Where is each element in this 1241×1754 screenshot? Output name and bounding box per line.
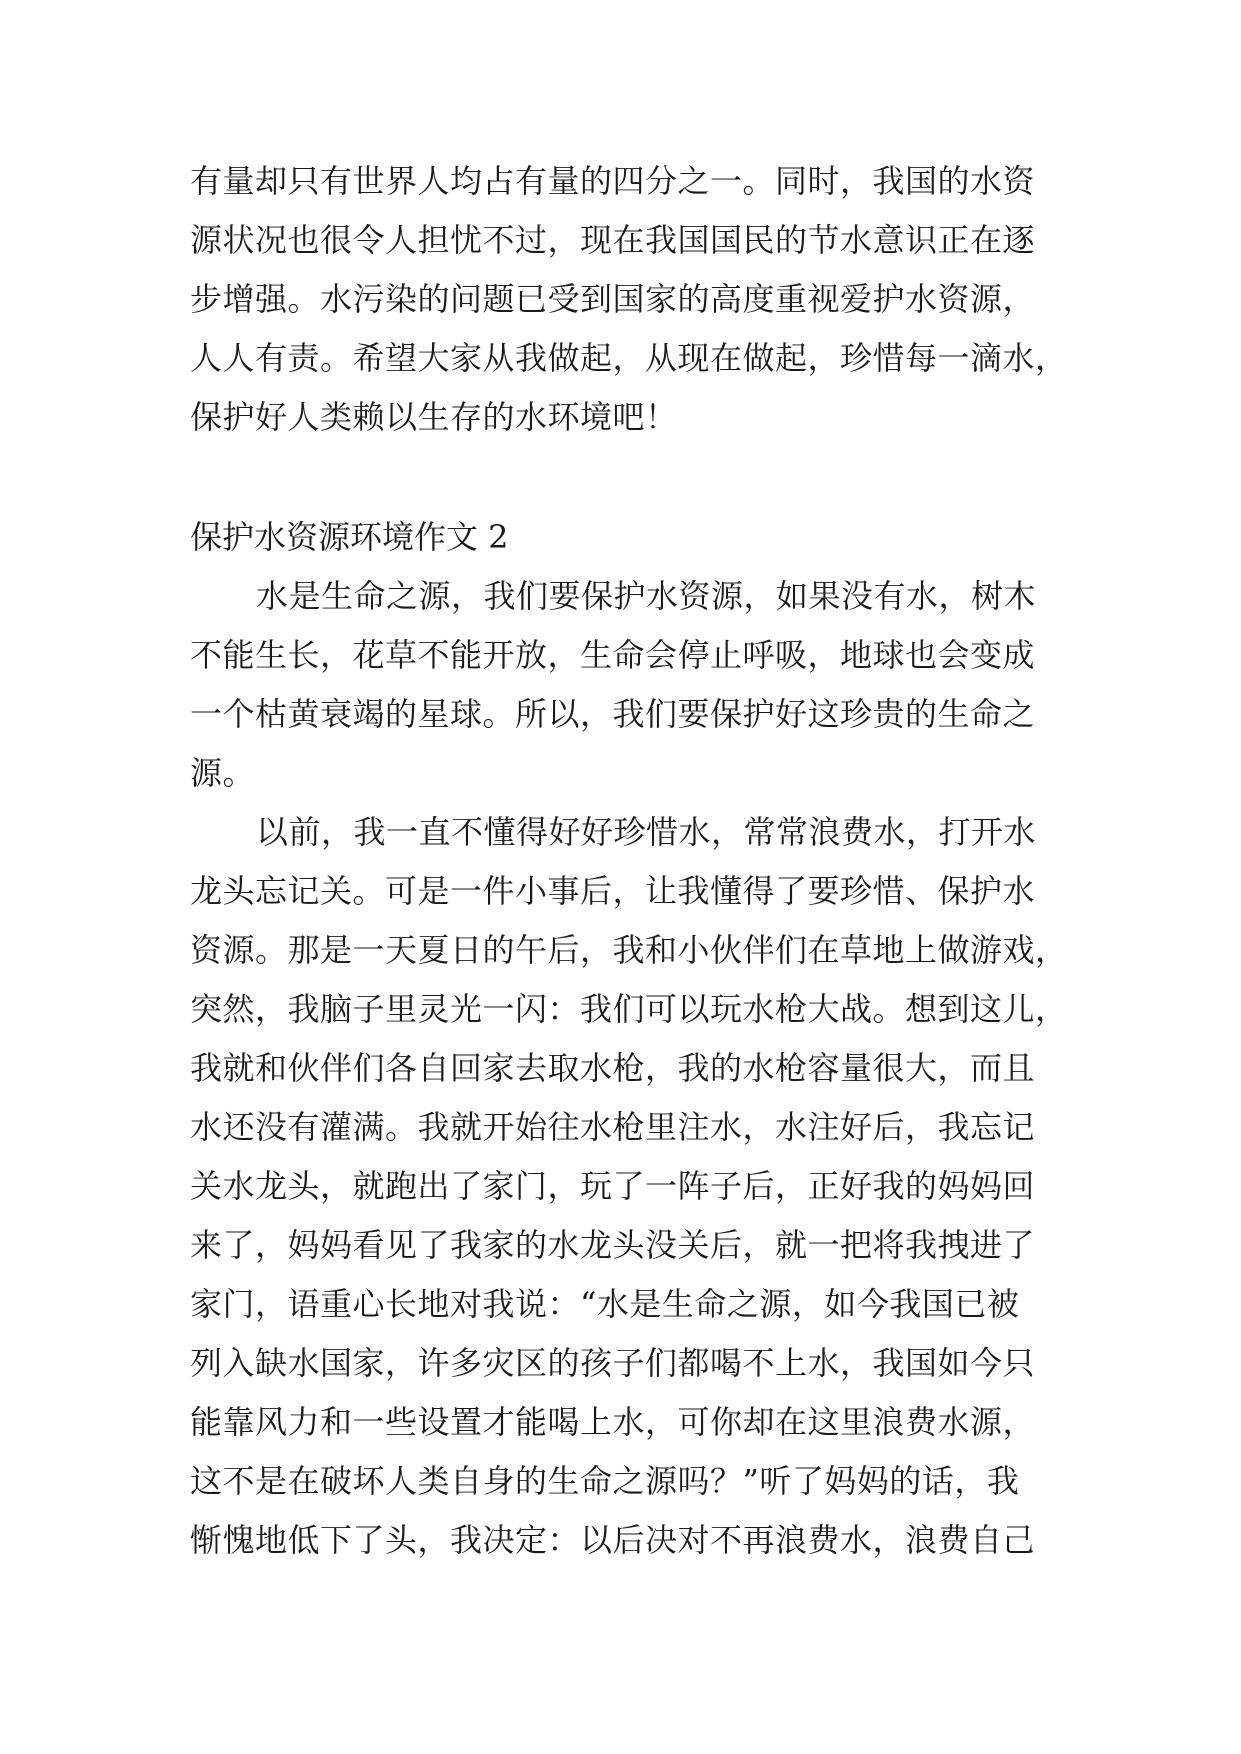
essay-paragraph-1 [190, 567, 1080, 803]
paragraph-line: 一个枯黄衰竭的星球。所以，我们要保护好这珍贵的生命之 [190, 695, 1036, 733]
paragraph-line: 步增强。水污染的问题已受到国家的高度重视爱护水资源， [190, 280, 1036, 318]
paragraph-line: 水是生命之源，我们要保护水资源，如果没有水，树木 [256, 577, 1037, 615]
paragraph-line: 能靠风力和一些设置才能喝上水，可你却在这里浪费水源， [190, 1403, 1036, 1441]
essay-heading-block [190, 508, 1080, 567]
paragraph-line: 源状况也很令人担忧不过，现在我国国民的节水意识正在逐 [190, 221, 1036, 259]
paragraph-line: 资源。那是一天夏日的午后，我和小伙伴们在草地上做游戏， [190, 931, 1068, 969]
continued-paragraph [190, 152, 1080, 447]
paragraph-line: 龙头忘记关。可是一件小事后，让我懂得了要珍惜、保护水 [190, 872, 1036, 910]
paragraph-line: 突然，我脑子里灵光一闪：我们可以玩水枪大战。想到这儿， [190, 990, 1068, 1028]
essay-paragraph-2 [190, 803, 1080, 1570]
paragraph-line: 惭愧地低下了头，我决定：以后决对不再浪费水，浪费自己 [190, 1521, 1036, 1559]
paragraph-line: 源。 [190, 754, 256, 792]
paragraph-line: 我就和伙伴们各自回家去取水枪，我的水枪容量很大，而且 [190, 1049, 1036, 1087]
paragraph-line: 列入缺水国家，许多灾区的孩子们都喝不上水，我国如今只 [190, 1344, 1036, 1382]
paragraph-line: 水还没有灌满。我就开始往水枪里注水，水注好后，我忘记 [190, 1108, 1036, 1146]
paragraph-line: 以前，我一直不懂得好好珍惜水，常常浪费水，打开水 [256, 813, 1037, 851]
essay-body [190, 567, 1080, 1570]
essay-title: 保护水资源环境作文 2 [190, 518, 509, 556]
paragraph-line: 关水龙头，就跑出了家门，玩了一阵子后，正好我的妈妈回 [190, 1167, 1036, 1205]
paragraph-line: 保护好人类赖以生存的水环境吧！ [190, 398, 678, 436]
paragraph-line: 这不是在破坏人类自身的生命之源吗？”听了妈妈的话，我 [190, 1462, 1020, 1500]
paragraph-line: 家门，语重心长地对我说：“水是生命之源，如今我国已被 [190, 1285, 1020, 1323]
paragraph-line: 人人有责。希望大家从我做起，从现在做起，珍惜每一滴水， [190, 339, 1068, 377]
paragraph-line: 来了，妈妈看见了我家的水龙头没关后，就一把将我拽进了 [190, 1226, 1036, 1264]
paragraph-line: 不能生长，花草不能开放，生命会停止呼吸，地球也会变成 [190, 636, 1036, 674]
paragraph-line: 有量却只有世界人均占有量的四分之一。同时，我国的水资 [190, 162, 1036, 200]
